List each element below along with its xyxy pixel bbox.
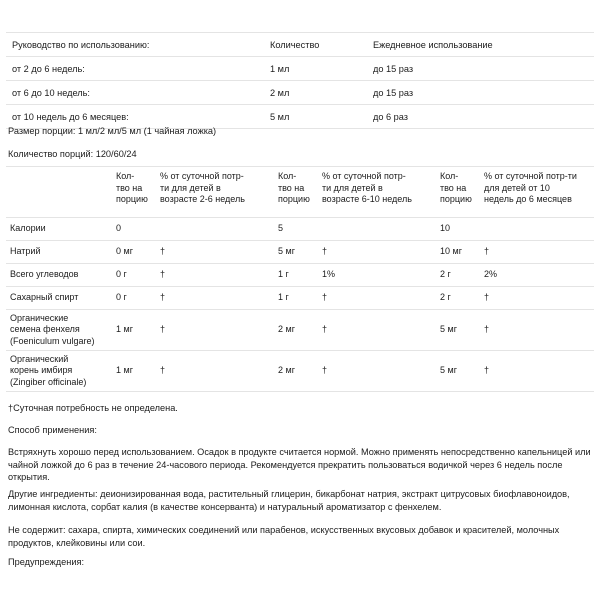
- facts-value: 0 мг: [112, 241, 156, 264]
- facts-value: †: [156, 351, 274, 392]
- usage-age: от 6 до 10 недель:: [6, 81, 264, 105]
- usage-table: [6, 32, 594, 129]
- facts-nutrient-name: Органические семена фенхеля (Foeniculum vulgare): [6, 310, 112, 351]
- usage-amount: 5 мл: [264, 105, 367, 129]
- facts-header-display: Кол- тво на порцию: [278, 171, 310, 204]
- facts-header-display: Кол- тво на порцию: [440, 171, 472, 204]
- facts-nutrient-name: Всего углеводов: [6, 264, 112, 287]
- facts-value: †: [156, 264, 274, 287]
- usage-age: от 10 недель до 6 месяцев:: [6, 105, 264, 129]
- facts-header-cell: [436, 167, 480, 218]
- usage-age: от 2 до 6 недель:: [6, 57, 264, 81]
- facts-value: 1%: [318, 264, 436, 287]
- usage-header-row: [6, 33, 594, 57]
- usage-amount: 1 мл: [264, 57, 367, 81]
- facts-value: †: [156, 241, 274, 264]
- method-text: Встряхнуть хорошо перед использованием. Осадок в продукте считается нормой. Можно применять непосредственно капельницей или чайной ложкой до 6 раз в течение 24-часового периода. Рекомендуется прекратить пользоваться водичкой через 6 недель после открытия.: [8, 447, 591, 483]
- facts-header-display: % от суточной потр-ти для детей от 10 недель до 6 месяцев: [484, 171, 577, 204]
- facts-value: †: [156, 310, 274, 351]
- usage-header-amount: Количество: [264, 33, 367, 57]
- facts-value: †: [480, 351, 594, 392]
- facts-row: [6, 218, 594, 241]
- facts-header-cell: [318, 167, 436, 218]
- facts-header-display: % от суточной потр- ти для детей в возрасте 6-10 недель: [322, 171, 412, 204]
- facts-value: 5 мг: [436, 351, 480, 392]
- facts-value: †: [318, 310, 436, 351]
- facts-value: 2 г: [436, 264, 480, 287]
- not-contains: Не содержит: сахара, спирта, химических соединений или парабенов, искусственных вкусовых добавок и красителей, молочных продуктов, клейковины или сои.: [8, 525, 560, 548]
- facts-value: 2 мг: [274, 310, 318, 351]
- facts-value: 10 мг: [436, 241, 480, 264]
- warnings-title: Предупреждения:: [8, 557, 85, 567]
- facts-value: †: [480, 287, 594, 310]
- facts-value: 2%: [480, 264, 594, 287]
- facts-nutrient-name: Калории: [6, 218, 112, 241]
- facts-value: [156, 218, 274, 241]
- facts-header-cell: [274, 167, 318, 218]
- facts-value: 5: [274, 218, 318, 241]
- servings-count: Количество порций: 120/60/24: [8, 149, 137, 159]
- facts-value: †: [156, 287, 274, 310]
- usage-header-daily: Ежедневное использование: [367, 33, 594, 57]
- facts-value: 2 мг: [274, 351, 318, 392]
- usage-row: [6, 57, 594, 81]
- facts-value: 1 г: [274, 264, 318, 287]
- facts-header-cell: [6, 167, 112, 218]
- facts-value: 1 мг: [112, 351, 156, 392]
- facts-header-display: Кол- тво на порцию: [116, 171, 148, 204]
- facts-nutrient-name: Натрий: [6, 241, 112, 264]
- facts-header-cell: [480, 167, 594, 218]
- facts-header-row: [6, 167, 594, 218]
- usage-daily: до 6 раз: [367, 105, 594, 129]
- facts-header-cell: [156, 167, 274, 218]
- facts-value: †: [480, 310, 594, 351]
- facts-header-display: % от суточной потр- ти для детей в возрасте 2-6 недель: [160, 171, 245, 204]
- facts-value: †: [318, 351, 436, 392]
- facts-row: [6, 264, 594, 287]
- facts-row: [6, 287, 594, 310]
- facts-header-cell: [112, 167, 156, 218]
- facts-value: 0: [112, 218, 156, 241]
- usage-row: [6, 105, 594, 129]
- usage-header-guide: Руководство по использованию:: [6, 33, 264, 57]
- facts-value: †: [318, 241, 436, 264]
- facts-value: †: [318, 287, 436, 310]
- facts-nutrient-name: Сахарный спирт: [6, 287, 112, 310]
- facts-row: [6, 310, 594, 351]
- other-ingredients: Другие ингредиенты: деионизированная вода, растительный глицерин, бикарбонат натрия, экстракт цитрусовых биофлавоноидов, лимонная кислота, сорбат калия (в качестве консерванта) и натуральный ароматизатор с фенхелем.: [8, 489, 570, 512]
- nutrition-facts-table: [6, 166, 594, 392]
- facts-value: 5 мг: [274, 241, 318, 264]
- facts-value: 0 г: [112, 264, 156, 287]
- serving-size: Размер порции: 1 мл/2 мл/5 мл (1 чайная ложка): [8, 126, 217, 136]
- usage-amount: 2 мл: [264, 81, 367, 105]
- method-title: Способ применения:: [8, 425, 97, 435]
- usage-daily: до 15 раз: [367, 57, 594, 81]
- facts-value: 2 г: [436, 287, 480, 310]
- facts-value: 1 мг: [112, 310, 156, 351]
- facts-value: 1 г: [274, 287, 318, 310]
- facts-nutrient-name: Органический корень имбиря (Zingiber officinale): [6, 351, 112, 392]
- facts-value: 5 мг: [436, 310, 480, 351]
- facts-value: [480, 218, 594, 241]
- facts-value: 10: [436, 218, 480, 241]
- facts-value: [318, 218, 436, 241]
- facts-row: [6, 241, 594, 264]
- facts-row: [6, 351, 594, 392]
- facts-value: †: [480, 241, 594, 264]
- footnote: †Суточная потребность не определена.: [8, 403, 178, 413]
- usage-daily: до 15 раз: [367, 81, 594, 105]
- facts-value: 0 г: [112, 287, 156, 310]
- usage-row: [6, 81, 594, 105]
